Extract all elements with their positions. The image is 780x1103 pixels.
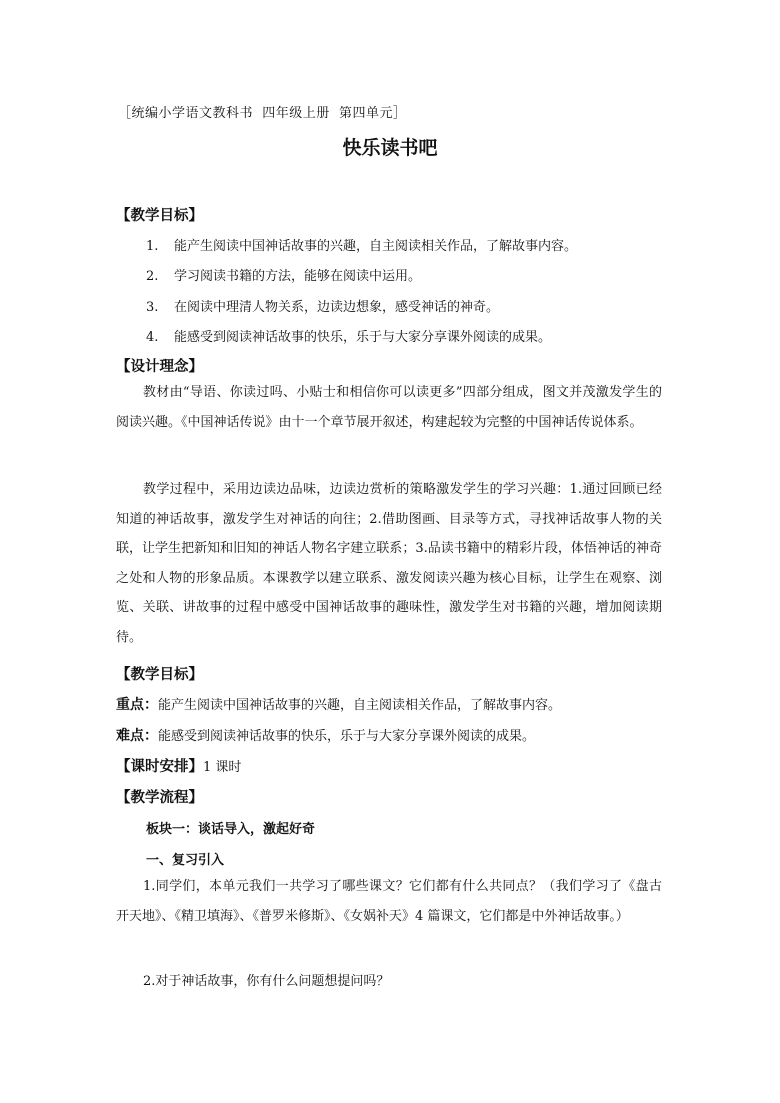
section-heading-design: 【设计理念】 xyxy=(116,359,203,375)
goal-text: 在阅读中理清人物关系，边读边想象，感受神话的神奇。 xyxy=(174,300,500,315)
difficulty-text: 能感受到阅读神话故事的快乐，乐于与大家分享课外阅读的成果。 xyxy=(158,729,536,744)
page-title: 快乐读书吧 xyxy=(342,137,438,159)
section-heading-key-points: 【教学目标】 xyxy=(116,667,203,683)
goal-text: 能感受到阅读神话故事的快乐，乐于与大家分享课外阅读的成果。 xyxy=(174,330,552,345)
section-heading-goals: 【教学目标】 xyxy=(116,208,203,224)
goal-number: 4. xyxy=(146,330,159,345)
focus-line xyxy=(116,694,561,714)
schedule-line xyxy=(116,755,241,776)
schedule-value: 1 课时 xyxy=(203,760,242,775)
goal-number: 1. xyxy=(146,239,159,254)
section-heading-schedule: 【课时安排】 xyxy=(116,759,203,775)
goal-item xyxy=(146,296,499,315)
difficulty-label: 难点： xyxy=(116,728,158,744)
goal-number: 2. xyxy=(146,269,159,284)
focus-label: 重点： xyxy=(116,697,158,713)
textbook-header-note: ［统编小学语文教科书 四年级上册 第四单元］ xyxy=(118,106,407,121)
design-paragraph-2: 教学过程中，采用边读边品味，边读边赏析的策略激发学生的学习兴趣：1.通过回顾已经知道的神话故事，激发学生对神话的向往；2.借助图画、目录等方式，寻找神话故事人物的关联，让学生把新知和旧知的神话人物名字建立联系；3.品读书籍中的精彩片段，体悟神话的神奇之处和人物的形象品质。本课教学以建立联系、激发阅读兴趣为核心目标，让学生在观察、浏览、关联、讲故事的过程中感受中国神话故事的趣味性，激发学生对书籍的兴趣，增加阅读期待。 xyxy=(116,482,662,645)
focus-text: 能产生阅读中国神话故事的兴趣，自主阅读相关作品，了解故事内容。 xyxy=(158,698,562,713)
process-block-title: 板块一：谈话导入，激起好奇 xyxy=(146,822,316,837)
process-question-1: 1.同学们，本单元我们一共学习了哪些课文？它们都有什么共同点？（我们学习了《盘古开天地》、《精卫填海》、《普罗米修斯》、《女娲补天》4 篇课文，它们都是中外神话故事。） xyxy=(116,879,662,924)
goal-item xyxy=(146,326,551,345)
goal-number: 3. xyxy=(146,300,159,315)
goal-item xyxy=(146,265,421,284)
design-paragraph-1: 教材由“导语、你读过吗、小贴士和相信你可以读更多”四部分组成，图文并茂激发学生的阅读兴趣。《中国神话传说》由十一个章节展开叙述，构建起较为完整的中国神话传说体系。 xyxy=(116,385,662,430)
process-step-title: 一、复习引入 xyxy=(146,853,225,868)
goal-text: 学习阅读书籍的方法，能够在阅读中运用。 xyxy=(174,269,422,284)
section-heading-process: 【教学流程】 xyxy=(116,790,203,806)
difficulty-line xyxy=(116,725,535,745)
process-question-2: 2.对于神话故事，你有什么问题想提问吗？ xyxy=(143,974,390,989)
goal-text: 能产生阅读中国神话故事的兴趣，自主阅读相关作品，了解故事内容。 xyxy=(174,239,578,254)
goal-item xyxy=(146,235,577,254)
